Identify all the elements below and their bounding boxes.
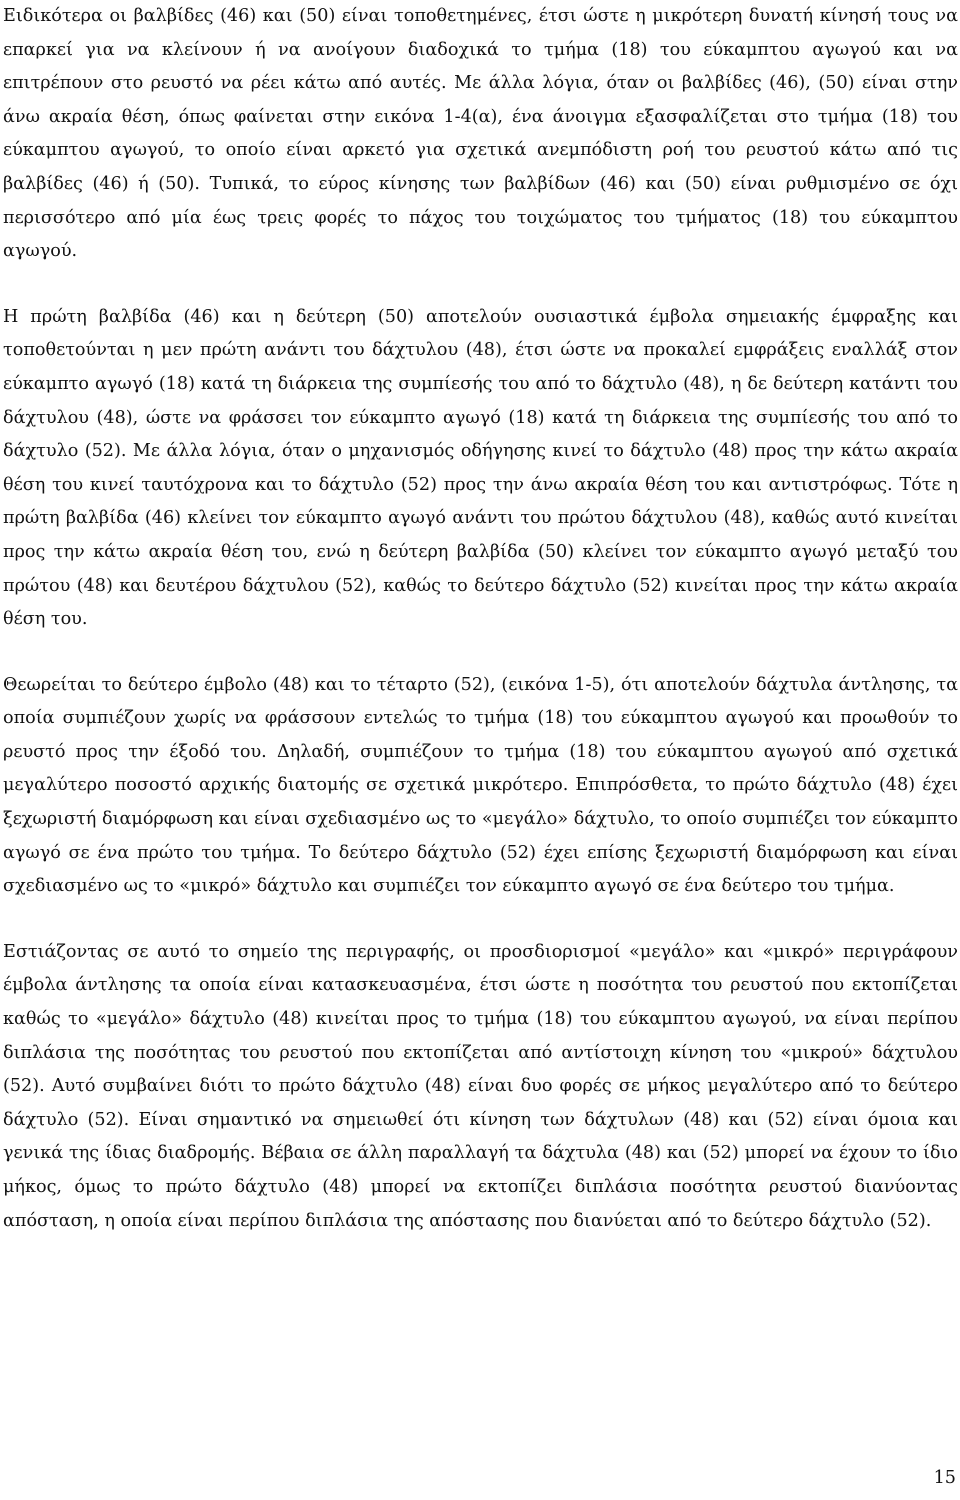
paragraph-valves-positioning: Ειδικότερα οι βαλβίδες (46) και (50) είναι τοποθετημένες, έτσι ώστε η μικρότερη δυνατή κίνησή τους να επαρκεί για να κλείνουν ή να ανοίγουν διαδοχικά το τμήμα (18) του εύκαμπτου αγωγού και να επιτρέπουν στο ρευστό να ρέει κάτω από αυτές. Με άλλα λόγια, όταν οι βαλβίδες (46), (50) είναι στην άνω ακραία θέση, όπως φαίνεται στην εικόνα 1-4(α), ένα άνοιγμα εξασφαλίζεται στο τμήμα (18) του εύκαμπτου αγωγού, το οποίο είναι αρκετό για σχετικά ανεμπόδιστη ροή του ρευστού κάτω από τις βαλβίδες (46) ή (50). Τυπικά, το εύρος κίνησης των βαλβίδων (46) και (50) είναι ρυθμισμένο σε όχι περισσότερο από μία έως τρεις φορές το πάχος του τοιχώματος του τμήματος (18) του εύκαμπτου αγωγού.: [3, 6, 958, 262]
paragraph-large-small-fingers: Εστιάζοντας σε αυτό το σημείο της περιγραφής, οι προσδιορισμοί «μεγάλο» και «μικρό» περιγράφουν έμβολα άντλησης τα οποία είναι κατασκευασμένα, έτσι ώστε η ποσότητα του ρευστού που εκτοπίζεται καθώς το «μεγάλο» δάχτυλο (48) κινείται προς το τμήμα (18) του εύκαμπτου αγωγού, να είναι περίπου διπλάσια της ποσότητας του ρευστού που εκτοπίζεται από αντίστοιχη κίνηση του «μικρού» δάχτυλου (52). Αυτό συμβαίνει διότι το πρώτο δάχτυλο (48) είναι δυο φορές σε μήκος μεγαλύτερο από το δεύτερο δάχτυλο (52). Είναι σημαντικό να σημειωθεί ότι κίνηση των δάχτυλων (48) και (52) είναι όμοια και γενικά της ίδιας διαδρομής. Βέβαια σε άλλη παραλλαγή τα δάχτυλα (48) και (52) μπορεί να έχουν το ίδιο μήκος, όμως το πρώτο δάχτυλο (48) μπορεί να εκτοπίζει διπλάσια ποσότητα ρευστού διανύοντας απόσταση, η οποία είναι περίπου διπλάσια της απόστασης που διανύεται από το δεύτερο δάχτυλο (52).: [3, 941, 958, 1231]
document-page: [3, 0, 958, 1238]
paragraph-pumping-fingers: Θεωρείται το δεύτερο έμβολο (48) και το τέταρτο (52), (εικόνα 1-5), ότι αποτελούν δάχτυλα άντλησης, τα οποία συμπιέζουν χωρίς να φράσσουν εντελώς το τμήμα (18) του εύκαμπτου αγωγού και προωθούν το ρευστό προς την έξοδό του. Δηλαδή, συμπιέζουν το τμήμα (18) του εύκαμπτου αγωγού από σχετικά μεγαλύτερο ποσοστό αρχικής διατομής σε σχετικά μικρότερο. Επιπρόσθετα, το πρώτο δάχτυλο (48) έχει ξεχωριστή διαμόρφωση και είναι σχεδιασμένο ως το «μεγάλο» δάχτυλο, το οποίο συμπιέζει τον εύκαμπτο αγωγό σε ένα πρώτο του τμήμα. Το δεύτερο δάχτυλο (52) έχει επίσης ξεχωριστή διαμόρφωση και είναι σχεδιασμένο ως το «μικρό» δάχτυλο και συμπιέζει τον εύκαμπτο αγωγό σε ένα δεύτερο του τμήμα.: [3, 674, 958, 897]
page-number: 15: [933, 1468, 956, 1488]
paragraph-valve-occlusion: Η πρώτη βαλβίδα (46) και η δεύτερη (50) αποτελούν ουσιαστικά έμβολα σημειακής έμφραξης και τοποθετούνται η μεν πρώτη ανάντι του δάχτυλου (48), έτσι ώστε να προκαλεί εμφράξεις εναλλάξ στον εύκαμπτο αγωγό (18) κατά τη διάρκεια της συμπίεσής του από το δάχτυλο (48), η δε δεύτερη κατάντι του δάχτυλου (48), ώστε να φράσσει τον εύκαμπτο αγωγό (18) κατά τη διάρκεια της συμπίεσής του από το δάχτυλο (52). Με άλλα λόγια, όταν ο μηχανισμός οδήγησης κινεί το δάχτυλο (48) προς την κάτω ακραία θέση του κινεί ταυτόχρονα και το δάχτυλο (52) προς την άνω ακραία θέση του και αντιστρόφως. Τότε η πρώτη βαλβίδα (46) κλείνει τον εύκαμπτο αγωγό ανάντι του πρώτου δάχτυλου (48), καθώς αυτό κινείται προς την κάτω ακραία θέση του, ενώ η δεύτερη βαλβίδα (50) κλείνει τον εύκαμπτο αγωγό μεταξύ του πρώτου (48) και δευτέρου δάχτυλου (52), καθώς το δεύτερο δάχτυλο (52) κινείται προς την κάτω ακραία θέση του.: [3, 306, 958, 630]
